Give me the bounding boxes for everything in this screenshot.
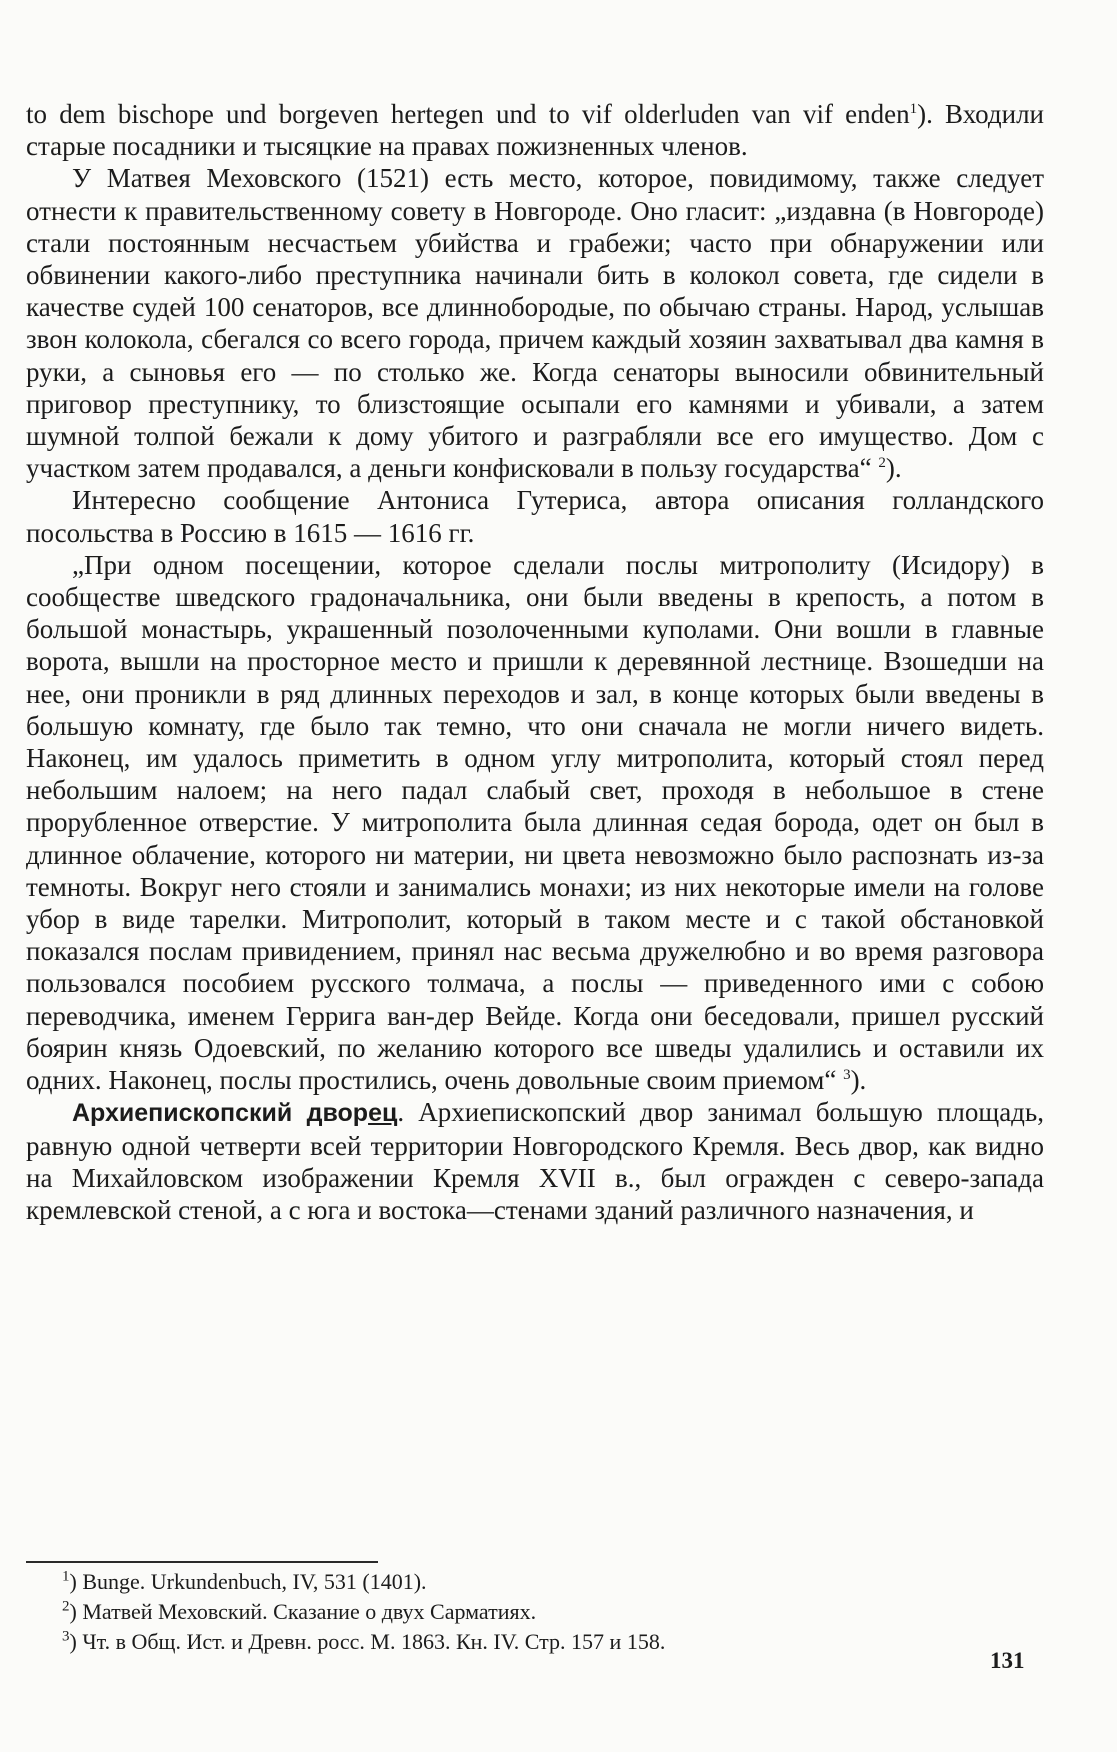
footnote-text: Bunge. Urkundenbuch, IV, 531 (1401). bbox=[82, 1569, 427, 1594]
page-number: 131 bbox=[990, 1648, 1025, 1673]
paragraph-text: ). Входили старые посадники и тысяцкие на правах пожизненных членов. bbox=[26, 99, 1045, 162]
section-heading-underlined: ец bbox=[368, 1099, 398, 1128]
footnote-marker: 1 bbox=[62, 1568, 70, 1585]
footnotes bbox=[62, 1567, 1042, 1657]
section-heading-text: Архиепископский двор bbox=[72, 1099, 369, 1128]
paragraph-text: to dem bischope und borgeven hertegen und to vif olderluden van vif enden bbox=[26, 99, 910, 129]
footnote-2: $^2$) Матвей Меховский. Сказание о двух Сарматиях. bbox=[62, 1598, 537, 1624]
paragraph-text: „При одном посещении, которое сделали послы митрополиту (Исидору) в сообществе шведского градоначальника, они были введены в крепость, а потом в большой монастырь, украшенный позолоченными куполами. Они вошли в главные ворота, вышли на просторное место и пришли к деревянной лестнице. Взошедши на нее, они проникли в ряд длинных переходов и зал, в конце которых были введены в большую комнату, где было так темно, что они сначала не могли ничего видеть. Наконец, им удалось приметить в одном углу митрополита, который стоял перед небольшим налоем; на него падал слабый свет, проходя в небольшое в стене прорубленное отверстие. У митрополита была длинная седая борода, одет он был в длинное облачение, которого ни материи, ни цвета невозможно было распознать из-за темноты. Вокруг него стояли и занимались монахи; из них некоторые имели на голове убор в виде тарелки. Митрополит, который в таком месте и с такой обстановкой показался послам привидением, принял нас весьма дружелюбно и во время разговора пользовался пособием русского толмача, а послы — приведенного ими с собою переводчика, именем Герригa ван-дер Вейде. Когда они беседовали, пришел русский боярин князь Одоевский, по желанию которого все шведы удалились и оставили их одних. Наконец, послы простились, очень довольные своим приемом“ bbox=[26, 549, 1044, 1096]
paragraph-2 bbox=[26, 162, 1044, 484]
paragraph-text: . Архиепископский двор занимал большую площадь, равную одной четверти всей территории Новгородского Кремля. Весь двор, как видно на Михайловском изображении Кремля XVII в., был огражден с северо-запада кремлевской стеной, а с юга и востока—стенами зданий различного назначения, и bbox=[26, 1097, 1044, 1225]
footnote-3: $^3$) Чт. в Общ. Ист. и Древн. росс. М. 1863. Кн. IV. Стр. 157 и 158. bbox=[62, 1628, 666, 1654]
section-heading bbox=[72, 1099, 397, 1127]
paragraph-text: ). bbox=[885, 453, 902, 484]
paragraph-3 bbox=[26, 484, 1044, 548]
paragraph-text: У Матвея Меховского (1521) есть место, которое, повидимому, также следует отнести к правительственному совету в Новгороде. Оно гласит: „издавна (в Новгороде) стали постоянным несчастьем убийства и грабежи; часто при обнаружении или обвинении какого-либо преступника начинали бить в колокол совета, где сидели в качестве судей 100 сенаторов, все длиннобородые, по обычаю страны. Народ, услышав звон колокола, сбегался со всего города, причем каждый хозяин захватывал два камня в руки, а сыновья его — по столько же. Когда сенаторы выносили обвинительный приговор преступнику, то близстоящие осыпали его камнями и убивали, а затем шумной толпой бежали к дому убитого и разграбляли все его имущество. Дом с участком затем продавался, а деньги конфисковали в пользу государства“ bbox=[26, 163, 1044, 484]
paragraph-text: ). bbox=[850, 1065, 867, 1096]
paragraph-4 bbox=[26, 549, 1044, 1096]
footnote-marker: 3 bbox=[62, 1628, 70, 1645]
footnote-text: Матвей Меховский. Сказание о двух Сарматиях. bbox=[82, 1599, 537, 1624]
footnote-text: Чт. в Общ. Ист. и Древн. росс. М. 1863. Кн. IV. Стр. 157 и 158. bbox=[82, 1629, 666, 1654]
footnote-ref-2: 2 bbox=[878, 455, 886, 472]
main-text bbox=[26, 98, 1044, 1226]
footnote-divider bbox=[26, 1561, 378, 1563]
paragraph-text: Интересно сообщение Антониса Гутериса, автора описания голландского посольства в Россию в 1615 — 1616 гг. bbox=[26, 485, 1044, 548]
paragraph-5 bbox=[26, 1096, 1044, 1226]
footnote-ref-1: 1 bbox=[909, 101, 918, 117]
footnote-1: $^1$) Bunge. Urkundenbuch, IV, 531 (1401). bbox=[62, 1568, 427, 1594]
footnote-ref-3: 3 bbox=[843, 1067, 851, 1084]
paragraph-1 bbox=[26, 98, 1044, 162]
footnote-marker: 2 bbox=[62, 1598, 70, 1615]
